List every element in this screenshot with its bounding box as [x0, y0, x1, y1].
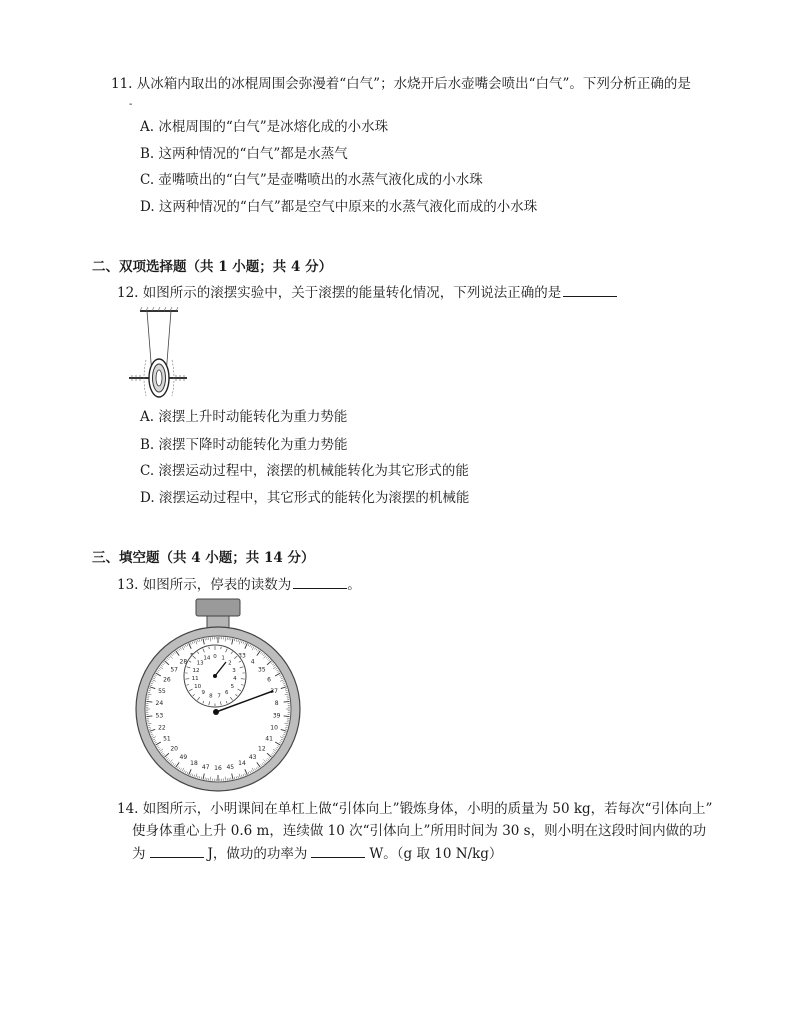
outer-dial-label: 26: [163, 676, 171, 684]
subdial-label: 10: [194, 684, 202, 690]
q11-option-d: D. 这两种情况的“白气”都是空气中原来的水蒸气液化而成的小水珠: [140, 199, 538, 215]
q11-option-a: A. 冰棍周围的“白气”是冰熔化成的小水珠: [140, 119, 389, 135]
outer-dial-label: 33: [238, 652, 246, 660]
subdial-label: 6: [225, 690, 229, 697]
outer-dial-label: 6: [267, 676, 272, 684]
outer-tick: [146, 716, 152, 717]
maxwell-pendulum-figure: [126, 305, 190, 401]
minute-hand-pivot: [213, 674, 217, 678]
outer-dial-label: 39: [272, 712, 281, 720]
subdial-label: 2: [228, 660, 232, 667]
subdial-label: 7: [217, 693, 221, 700]
q11-stem: 11. 从冰箱内取出的冰棍周围会弥漫着“白气”；水烧开后水壶嘴会喷出“白气”。下列分析正确的是: [111, 76, 691, 92]
q13-answer-blank: [293, 576, 347, 589]
outer-dial-label: 41: [265, 735, 273, 743]
subdial-label: 3: [232, 667, 236, 674]
q14-line1: 14. 如图所示，小明课间在单杠上做“引体向上”锻炼身体，小明的质量为 50 kg，若每次“引体向上”: [117, 801, 713, 817]
subdial-label: 12: [192, 667, 200, 674]
q14-power-blank: [311, 845, 365, 858]
stopwatch-figure: [128, 598, 308, 794]
outer-dial-label: 37: [270, 687, 278, 695]
section-title-fill-blank: 三、填空题（共 4 小题；共 14 分）: [92, 550, 315, 566]
outer-dial-label: 45: [226, 763, 235, 771]
q12-option-b: B. 滚摆下降时动能转化为重力势能: [140, 437, 348, 453]
q11-option-b: B. 这两种情况的“白气”都是水蒸气: [140, 146, 348, 162]
outer-tick: [284, 716, 290, 717]
outer-dial-label: 22: [158, 724, 166, 732]
subdial-label: 8: [209, 693, 213, 700]
outer-dial-label: 20: [170, 745, 178, 753]
outer-dial-label: 57: [170, 666, 178, 674]
outer-dial-label: 10: [270, 724, 278, 732]
outer-dial-label: 14: [238, 760, 246, 768]
q13-stem-end: 。: [347, 577, 361, 593]
q12-option-a: A. 滚摆上升时动能转化为重力势能: [140, 409, 348, 425]
q14-line2: 使身体重心上升 0.6 m，连续做 10 次“引体向上”所用时间为 30 s，则小明在这段时间内做的功: [132, 823, 707, 839]
subdial-label: 9: [201, 690, 205, 697]
outer-dial-label: 55: [158, 687, 166, 695]
q14-line3-suffix: W。（g 取 10 N/kg）: [369, 846, 503, 862]
q14-line3-middle: J，做功的功率为: [207, 846, 308, 862]
q12-stem: [117, 284, 617, 302]
subdial-label: 1: [221, 655, 225, 662]
outer-dial-label: 43: [248, 753, 257, 761]
outer-tick: [284, 701, 290, 702]
outer-dial-label: 53: [155, 712, 164, 720]
q14-line3: [132, 845, 502, 863]
q13-stem: [117, 576, 361, 594]
outer-dial-label: 8: [274, 700, 279, 708]
q12-stem-text: 12. 如图所示的滚摆实验中，关于滚摆的能量转化情况，下列说法正确的是: [117, 285, 562, 301]
outer-dial-label: 28: [179, 658, 188, 666]
outer-dial-label: 16: [214, 765, 222, 773]
section-title-double-choice: 二、双项选择题（共 1 小题；共 4 分）: [92, 259, 333, 275]
q11-stem-tail: -: [129, 99, 133, 110]
outer-dial-label: 18: [190, 760, 198, 768]
outer-dial-label: 49: [179, 753, 188, 761]
outer-dial-label: 35: [258, 666, 266, 674]
subdial-label: 11: [191, 676, 199, 683]
q13-stem-text: 13. 如图所示，停表的读数为: [117, 577, 292, 593]
q14-line3-prefix: 为: [132, 846, 146, 862]
q12-answer-blank: [563, 284, 617, 297]
subdial-label: 13: [196, 660, 204, 667]
outer-dial-label: 4: [250, 658, 255, 666]
subdial-label: 5: [230, 684, 235, 690]
outer-dial-label: 12: [258, 745, 266, 753]
q11-option-c: C. 壶嘴喷出的“白气”是壶嘴喷出的水蒸气液化成的小水珠: [140, 172, 483, 188]
subdial-label: 0: [213, 654, 217, 660]
outer-dial-label: 24: [155, 700, 164, 708]
subdial-label: 4: [233, 676, 237, 683]
q14-work-blank: [150, 845, 204, 858]
outer-dial-label: 47: [201, 763, 210, 771]
outer-dial-label: 51: [163, 735, 171, 743]
stopwatch-button-cap: [196, 599, 240, 616]
outer-tick: [146, 701, 152, 702]
subdial-label: 14: [203, 655, 211, 662]
q12-option-d: D. 滚摆运动过程中，其它形式的能转化为滚摆的机械能: [140, 490, 470, 506]
second-hand-pivot: [213, 709, 219, 715]
q12-option-c: C. 滚摆运动过程中，滚摆的机械能转化为其它形式的能: [140, 463, 469, 479]
